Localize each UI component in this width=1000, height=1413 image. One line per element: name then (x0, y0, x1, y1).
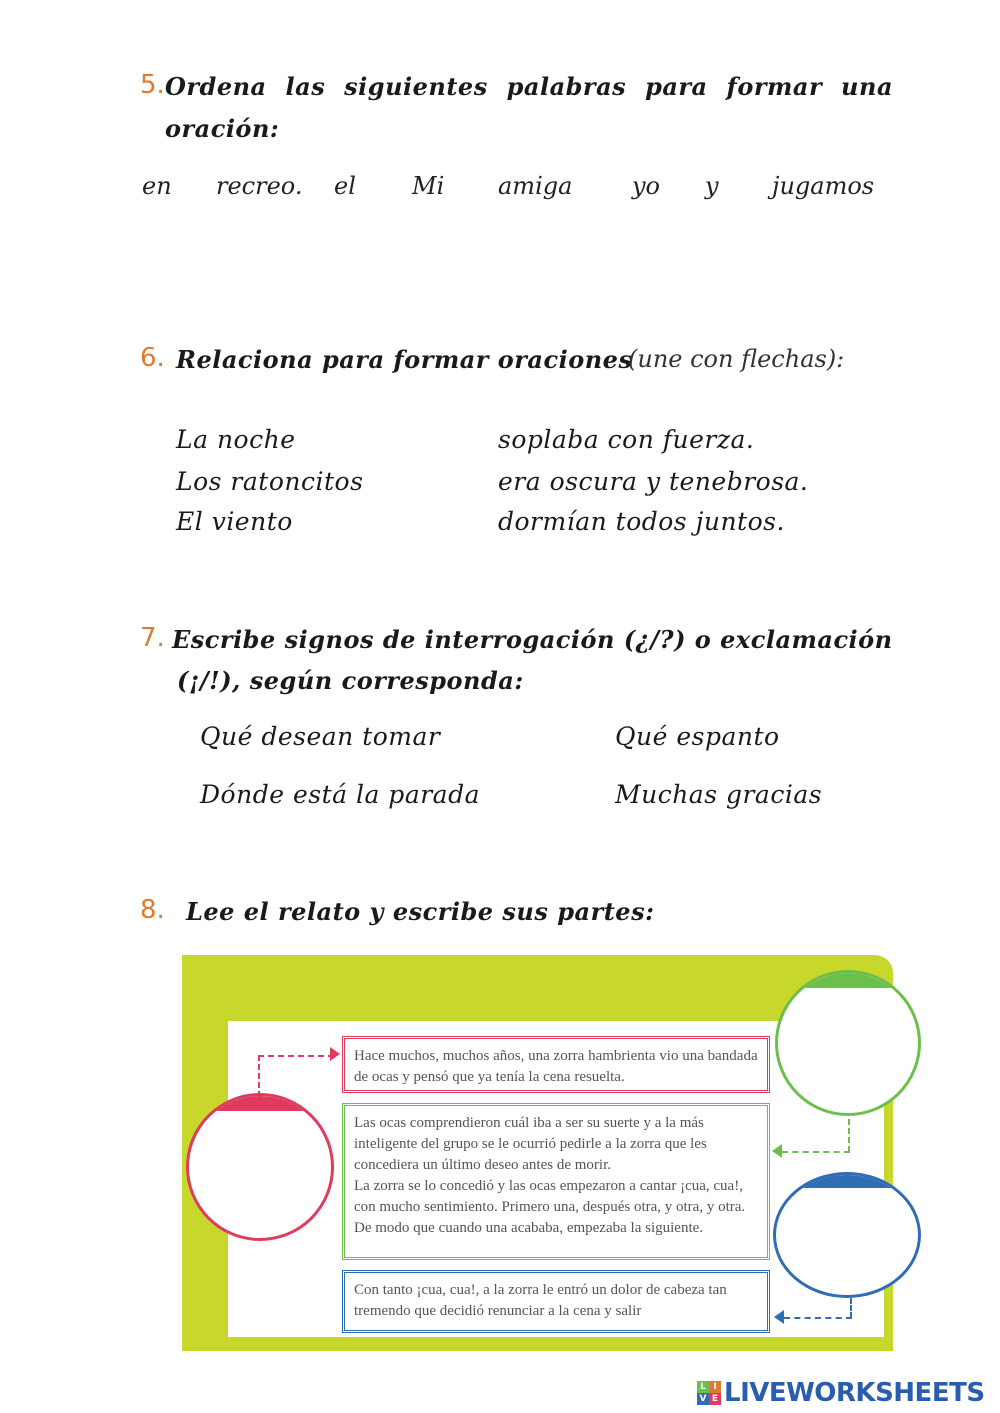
logo-letter: E (709, 1393, 721, 1405)
circle-cap (778, 973, 918, 988)
punctuation-item: Qué espanto (615, 722, 780, 751)
arrow-green-head (772, 1144, 782, 1158)
section5-title: Ordena las siguientes palabras para formar una (165, 72, 893, 101)
section6-hint: (une con flechas): (628, 345, 845, 373)
circle-cap (776, 1175, 918, 1188)
scrambled-word: amiga (498, 172, 573, 200)
match-left-item: La noche (176, 425, 296, 454)
answer-circle-blue[interactable] (773, 1172, 921, 1298)
story-text: Las ocas comprendieron cuál iba a ser su suerte y a la más inteligente del grupo se le ocurrió pedirle a la zorra que les concediera un último deseo antes de morir. (354, 1115, 707, 1173)
connector-blue-horizontal (784, 1317, 852, 1320)
logo-text: LIVEWORKSHEETS (724, 1378, 985, 1408)
connector-red-horizontal (258, 1055, 334, 1058)
connector-green-horizontal (782, 1151, 850, 1154)
connector-green-vertical (848, 1110, 851, 1152)
punctuation-item: Qué desean tomar (200, 722, 441, 751)
liveworksheets-logo (697, 1377, 985, 1409)
match-left-item: Los ratoncitos (176, 467, 364, 496)
arrow-blue-head (774, 1310, 784, 1324)
scrambled-word: jugamos (772, 172, 875, 200)
section7-title: Escribe signos de interrogación (¿/?) o exclamación (172, 625, 893, 654)
section6-title: Relaciona para formar oraciones (176, 345, 633, 374)
scrambled-word: el (334, 172, 356, 200)
section6-number: 6. (140, 343, 165, 373)
arrow-red-head (330, 1047, 340, 1061)
section7-title-cont: (¡/!), según corresponda: (177, 666, 524, 695)
story-text: La zorra se lo concedió y las ocas empezaron a cantar ¡cua, cua!, con mucho sentimiento. Primero una, después otra, y otra, y otra. De modo que cuando una acababa, empezaba la siguiente. (354, 1178, 746, 1236)
circle-cap (189, 1096, 331, 1111)
story-text: Con tanto ¡cua, cua!, a la zorra le entró un dolor de cabeza tan tremendo que decidió renunciar a la cena y salir (354, 1282, 727, 1319)
scrambled-word: yo (632, 172, 661, 200)
scrambled-word: recreo. (216, 172, 303, 200)
match-right-item: dormían todos juntos. (498, 507, 785, 536)
story-box-middle (342, 1103, 770, 1260)
connector-red-vertical (258, 1055, 261, 1097)
section8-number: 8. (140, 895, 165, 925)
answer-circle-red[interactable] (186, 1093, 334, 1241)
story-box-beginning (342, 1036, 770, 1093)
scrambled-word: y (705, 172, 719, 200)
story-box-ending (342, 1270, 770, 1333)
scrambled-word: Mi (412, 172, 445, 200)
story-text: Hace muchos, muchos años, una zorra hambrienta vio una bandada de ocas y pensó que ya tenía la cena resuelta. (354, 1048, 758, 1085)
match-right-item: era oscura y tenebrosa. (498, 467, 809, 496)
section8-title: Lee el relato y escribe sus partes: (186, 897, 655, 926)
answer-circle-green[interactable] (775, 970, 921, 1116)
section7-number: 7. (140, 623, 165, 653)
connector-blue-vertical (850, 1298, 853, 1318)
logo-mark-icon (697, 1381, 721, 1405)
match-right-item: soplaba con fuerza. (498, 425, 755, 454)
section5-title-cont: oración: (165, 114, 280, 143)
punctuation-item: Muchas gracias (615, 780, 823, 809)
scrambled-word: en (142, 172, 172, 200)
match-left-item: El viento (176, 507, 293, 536)
punctuation-item: Dónde está la parada (200, 780, 480, 809)
logo-letter: L (697, 1381, 709, 1393)
logo-letter: V (697, 1393, 709, 1405)
section5-number: 5. (140, 70, 165, 100)
logo-letter: I (709, 1381, 721, 1393)
